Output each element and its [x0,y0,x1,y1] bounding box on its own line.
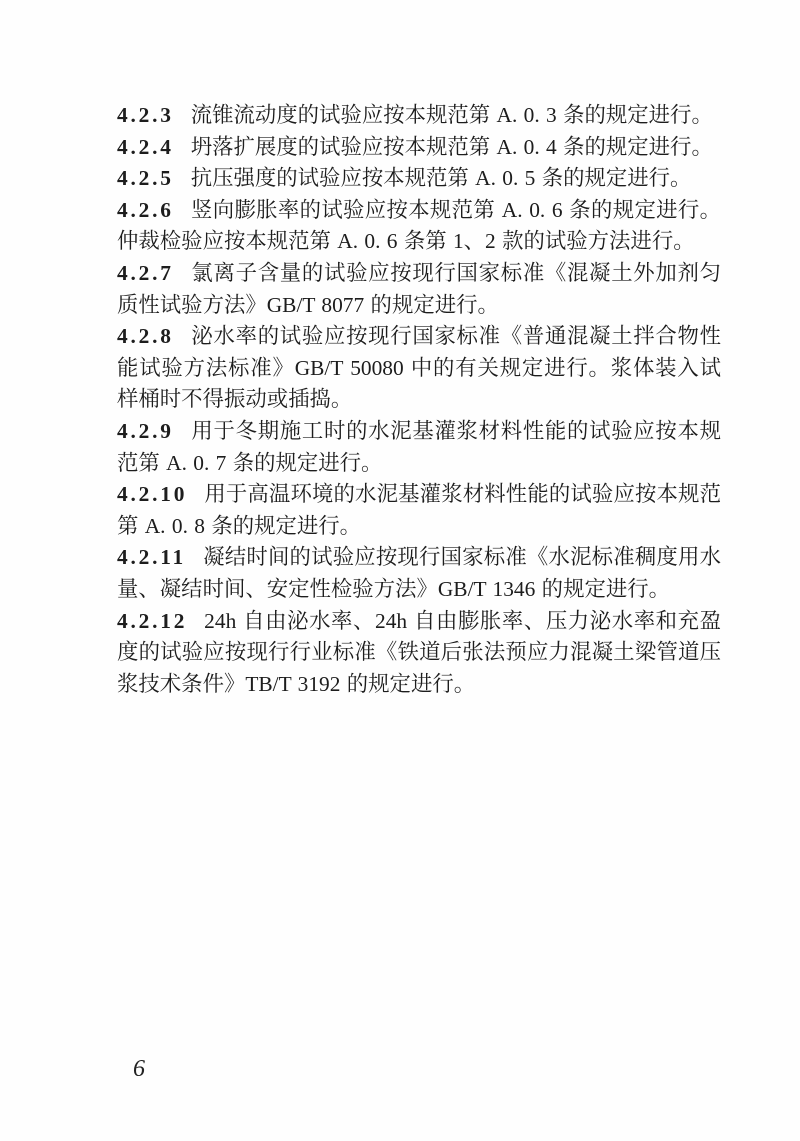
clause-text: 流锥流动度的试验应按本规范第 A. 0. 3 条的规定进行。 [190,103,713,127]
clause-number: 4.2.11 [117,545,186,570]
clause-text: 用于高温环境的水泥基灌浆材料性能的试验应按本规范第 A. 0. 8 条的规定进行。 [117,482,721,538]
clause-4-2-11 [117,542,721,605]
clause-4-2-8 [117,321,721,416]
page-number: 6 [133,1056,145,1082]
clause-number: 4.2.8 [117,324,174,349]
clause-number: 4.2.12 [117,608,188,633]
clause-text: 氯离子含量的试验应按现行国家标准《混凝土外加剂匀质性试验方法》GB/T 8077 的规定进行。 [117,260,721,317]
clause-text: 凝结时间的试验应按现行国家标准《水泥标准稠度用水量、凝结时间、安定性检验方法》GB/T 1346 的规定进行。 [117,545,721,601]
clause-4-2-9 [117,416,721,479]
clause-text: 用于冬期施工时的水泥基灌浆材料性能的试验应按本规范第 A. 0. 7 条的规定进行。 [117,418,721,475]
clause-4-2-3 [117,100,721,132]
clause-number: 4.2.9 [117,418,174,443]
clause-text: 坍落扩展度的试验应按本规范第 A. 0. 4 条的规定进行。 [190,134,713,159]
clause-number: 4.2.3 [117,103,174,127]
clauses-section [117,100,721,700]
clause-text: 抗压强度的试验应按本规范第 A. 0. 5 条的规定进行。 [190,166,692,191]
clause-number: 4.2.6 [117,197,174,222]
clause-4-2-6 [117,195,721,258]
clause-4-2-7 [117,258,721,321]
clause-number: 4.2.4 [117,134,174,159]
clause-text: 24h 自由泌水率、24h 自由膨胀率、压力泌水率和充盈度的试验应按现行行业标准《铁道后张法预应力混凝土梁管道压浆技术条件》TB/T 3192 的规定进行。 [117,608,721,696]
clause-number: 4.2.5 [117,166,174,191]
clause-4-2-4 [117,132,721,164]
clause-text: 竖向膨胀率的试验应按本规范第 A. 0. 6 条的规定进行。仲裁检验应按本规范第 A. 0. 6 条第 1、2 款的试验方法进行。 [117,197,721,254]
clause-number: 4.2.7 [117,260,174,285]
clause-text: 泌水率的试验应按现行国家标准《普通混凝土拌合物性能试验方法标准》GB/T 50080 中的有关规定进行。浆体装入试样桶时不得振动或插捣。 [117,324,721,412]
clause-4-2-12 [117,606,721,701]
clause-number: 4.2.10 [117,482,188,507]
clause-4-2-10 [117,479,721,542]
clause-4-2-5 [117,163,721,195]
